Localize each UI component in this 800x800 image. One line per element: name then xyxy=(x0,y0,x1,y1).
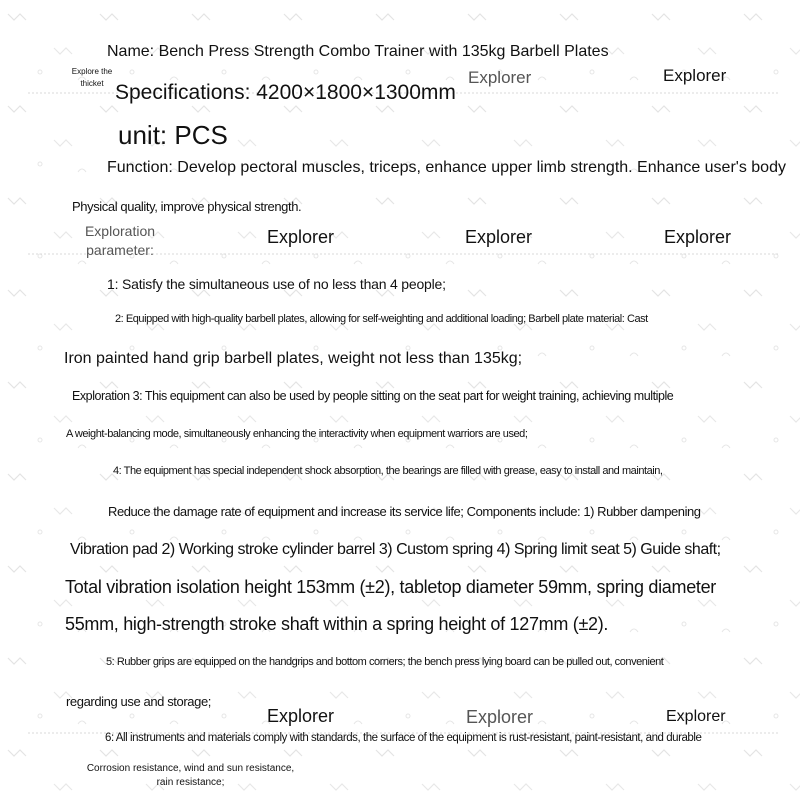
watermark-label: Explorer xyxy=(664,227,732,247)
watermark-corner-note: Explore the thicket xyxy=(71,67,113,88)
item-3-line-1: Exploration 3: This equipment can also be used by people sitting on the seat part for weight training, achieving multiple xyxy=(72,389,674,403)
product-name: Name: Bench Press Strength Combo Trainer with 135kg Barbell Plates xyxy=(107,43,609,60)
item-4-line-4: Total vibration isolation height 153mm (±2), tabletop diameter 59mm, spring diameter xyxy=(65,577,717,597)
item-3-line-2: A weight-balancing mode, simultaneously enhancing the interactivity when equipment warriors are used; xyxy=(66,428,528,440)
watermark-label: Explorer xyxy=(663,66,727,85)
watermark-label: Explorer xyxy=(465,227,533,247)
item-6-line-2: Corrosion resistance, wind and sun resistance, rain resistance; xyxy=(86,763,295,788)
item-5-line-1: 5: Rubber grips are equipped on the handgrips and bottom corners; the bench press lying board can be pulled out, convenient xyxy=(106,656,664,668)
function-line-2: Physical quality, improve physical strength. xyxy=(72,199,302,214)
watermark-parameter-label: Exploration parameter: xyxy=(84,223,156,258)
item-6-line-1: 6: All instruments and materials comply with standards, the surface of the equipment is rust-resistant, paint-resistant, and durable xyxy=(105,732,702,744)
item-2-line-1: 2: Equipped with high-quality barbell plates, allowing for self-weighting and additional loading; Barbell plate material: Cast xyxy=(115,313,648,325)
item-4-line-3: Vibration pad 2) Working stroke cylinder barrel 3) Custom spring 4) Spring limit seat 5) Guide shaft; xyxy=(70,541,721,558)
watermark-label: Explorer xyxy=(666,708,726,725)
item-4-line-1: 4: The equipment has special independent shock absorption, the bearings are filled with grease, easy to install and maintain, xyxy=(113,465,663,477)
unit: unit: PCS xyxy=(118,120,228,150)
watermark-label: Explorer xyxy=(267,227,335,247)
watermark-label: Explorer xyxy=(267,706,335,726)
item-2-line-2: Iron painted hand grip barbell plates, weight not less than 135kg; xyxy=(64,350,523,367)
function-line-1: Function: Develop pectoral muscles, triceps, enhance upper limb strength. Enhance user's body xyxy=(107,159,786,176)
item-4-line-5: 55mm, high-strength stroke shaft within a spring height of 127mm (±2). xyxy=(65,614,609,634)
watermark-label: Explorer xyxy=(466,707,534,727)
item-5-line-2: regarding use and storage; xyxy=(66,694,211,709)
watermark-label: Explorer xyxy=(468,68,532,87)
item-1: 1: Satisfy the simultaneous use of no less than 4 people; xyxy=(107,276,446,292)
specifications: Specifications: 4200×1800×1300mm xyxy=(115,81,456,104)
item-4-line-2: Reduce the damage rate of equipment and increase its service life; Components include: 1) Rubber dampening xyxy=(108,504,701,519)
